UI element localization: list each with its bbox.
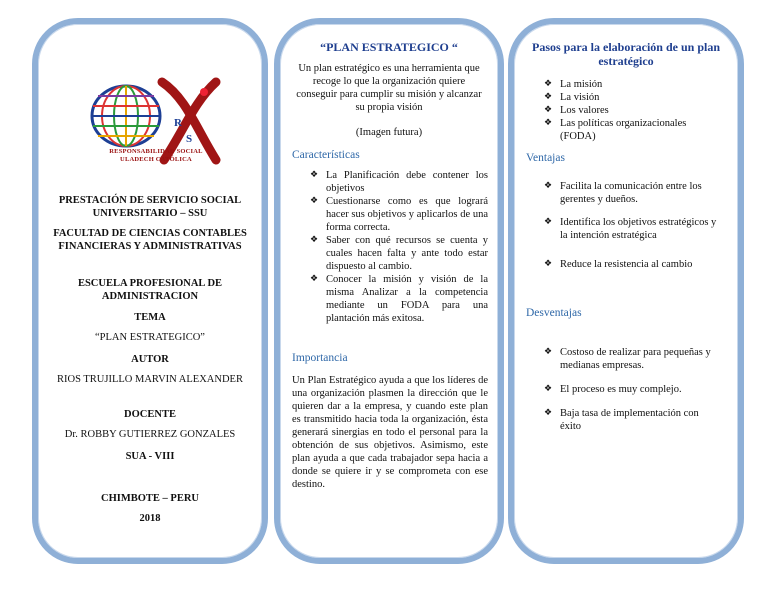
diamond-bullet-icon: ❖ xyxy=(544,118,553,128)
steps-panel xyxy=(508,18,744,564)
list-item: ❖ Baja tasa de implementación con éxito xyxy=(544,408,699,432)
list-item: ❖ Cuestionarse como es que logrará hacer sus objetivos y aplicarlos de una forma correcta. xyxy=(310,196,488,233)
desventajas-heading: Desventajas xyxy=(526,307,582,319)
tema-value: “PLAN ESTRATEGICO” xyxy=(95,332,205,343)
autor-value: RIOS TRUJILLO MARVIN ALEXANDER xyxy=(57,374,243,385)
school-name: ESCUELA PROFESIONAL DE ADMINISTRACION xyxy=(77,278,223,302)
list-item: ❖ La Planificación debe contener los objetivos xyxy=(310,170,488,194)
docente-label: DOCENTE xyxy=(124,409,176,420)
caracteristicas-heading: Características xyxy=(292,149,360,161)
logo-dot xyxy=(200,88,208,96)
diamond-bullet-icon: ❖ xyxy=(544,105,553,115)
faculty-name: FACULTAD DE CIENCIAS CONTABLES FINANCIERAS Y ADMINISTRATIVAS xyxy=(53,228,247,252)
autor-label: AUTOR xyxy=(131,354,169,365)
diamond-bullet-icon: ❖ xyxy=(310,274,319,284)
globe-icon xyxy=(92,86,160,146)
list-item: ❖ Las políticas organizacionales (FODA) xyxy=(544,118,687,142)
list-item: ❖ Facilita la comunicación entre los gerentes y dueños. xyxy=(544,181,702,205)
logo-caption-line2: ULADECH CATÓLICA xyxy=(120,156,192,163)
diamond-bullet-icon: ❖ xyxy=(544,92,553,102)
diamond-bullet-icon: ❖ xyxy=(544,259,553,269)
ventajas-list xyxy=(544,180,720,271)
list-item: ❖ El proceso es muy complejo. xyxy=(544,384,682,395)
year: 2018 xyxy=(139,513,161,524)
diamond-bullet-icon: ❖ xyxy=(544,347,553,357)
diamond-bullet-icon: ❖ xyxy=(544,79,553,89)
list-item: ❖ La visión xyxy=(544,92,600,103)
plan-title: “PLAN ESTRATEGICO “ xyxy=(320,40,458,54)
cover-panel xyxy=(32,18,268,564)
list-item: ❖ Costoso de realizar para pequeñas y medianas empresas. xyxy=(544,347,711,371)
sua-label: SUA - VIII xyxy=(125,451,175,462)
diamond-bullet-icon: ❖ xyxy=(544,217,553,227)
diamond-bullet-icon: ❖ xyxy=(310,235,319,245)
list-item: ❖ Conocer la misión y visión de la misma Analizar a la competencia mediante un FODA para una plantación más exitosa. xyxy=(310,274,488,324)
intro-paragraph: Un plan estratégico es una herramienta que recoge lo que la organización quiere conseguir para cumplir su misión y alcanzar su propia visión xyxy=(296,63,482,113)
logo-letter-s: S xyxy=(186,133,193,145)
content-panel xyxy=(274,18,504,564)
docente-value: Dr. ROBBY GUTIERREZ GONZALES xyxy=(64,429,236,440)
importancia-paragraph: Un Plan Estratégico ayuda a que los líderes de una organización plasmen la dirección que le quieren dar a la empresa, y cuando este plan es transmitido hacia toda la organización, ésta generará sinergias en todo el personal para la obtención de sus objetivos. Asimismo, este plan ayuda a que cada trabajador sepa hacia a donde se quiere ir y se comprometa con ese destino. xyxy=(292,375,488,490)
caracteristicas-list xyxy=(310,169,488,325)
diamond-bullet-icon: ❖ xyxy=(544,384,553,394)
list-item: ❖ La misión xyxy=(544,79,603,90)
list-item: ❖ Los valores xyxy=(544,105,609,116)
diamond-bullet-icon: ❖ xyxy=(310,196,319,206)
list-item: ❖ Reduce la resistencia al cambio xyxy=(544,259,693,270)
image-note: (Imagen futura) xyxy=(355,127,423,138)
list-item: ❖ Identifica los objetivos estratégicos y la intención estratégica xyxy=(544,217,717,241)
ventajas-heading: Ventajas xyxy=(526,152,565,164)
pasos-list xyxy=(544,78,724,143)
logo-caption-line1: RESPONSABILIDAD SOCIAL xyxy=(109,148,203,155)
diamond-bullet-icon: ❖ xyxy=(544,181,553,191)
importancia-heading: Importancia xyxy=(292,352,348,364)
university-logo xyxy=(76,68,226,188)
diamond-bullet-icon: ❖ xyxy=(544,408,553,418)
pasos-title: Pasos para la elaboración de un plan estratégico xyxy=(531,40,721,68)
desventajas-list xyxy=(544,346,720,433)
program-name: PRESTACIÓN DE SERVICIO SOCIAL UNIVERSITARIO – SSU xyxy=(58,195,242,219)
logo-letter-r: R xyxy=(174,117,182,129)
list-item: ❖ Saber con qué recursos se cuenta y cuales hacen falta y ante todo estar dispuesto al cambio. xyxy=(310,235,488,272)
diamond-bullet-icon: ❖ xyxy=(310,170,319,180)
city: CHIMBOTE – PERU xyxy=(100,493,199,504)
tema-label: TEMA xyxy=(134,312,166,323)
